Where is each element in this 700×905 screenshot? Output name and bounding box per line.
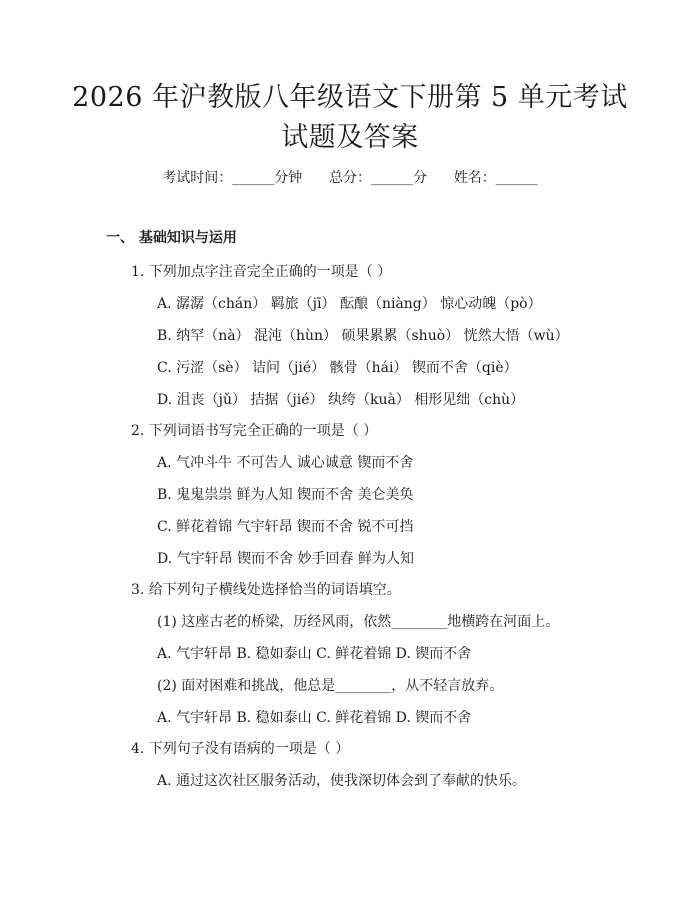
q1-option-d: D. 沮丧（jǔ） 拮据（jié） 纨绔（kuà） 相形见绌（chù） — [157, 392, 525, 408]
question-1: 1. 下列加点字注音完全正确的一项是（ ） — [131, 264, 392, 280]
q3-sub-1: (1) 这座古老的桥梁，历经风雨，依然________地横跨在河面上。 — [157, 614, 560, 630]
q4-option-a: A. 通过这次社区服务活动，使我深切体会到了奉献的快乐。 — [157, 773, 527, 789]
page-title-line1: 2026 年沪教版八年级语文下册第 5 单元考试 — [72, 82, 628, 113]
q1-option-a: A. 潺潺（chán） 羁旅（jī） 酝酿（niàng） 惊心动魄（pò） — [157, 296, 542, 312]
q3-sub-2-options: A. 气宇轩昂 B. 稳如泰山 C. 鲜花着锦 D. 锲而不舍 — [157, 710, 472, 726]
section-heading: 一、 基础知识与运用 — [106, 230, 237, 246]
q3-sub-2: (2) 面对困难和挑战，他总是________，从不轻言放弃。 — [157, 678, 504, 694]
q1-option-c: C. 污涩（sè） 诘问（jié） 骸骨（hái） 锲而不舍（qiè） — [157, 360, 518, 376]
q2-option-b: B. 鬼鬼祟祟 鲜为人知 锲而不舍 美仑美奂 — [157, 487, 414, 503]
q2-option-a: A. 气冲斗牛 不可告人 诚心诚意 锲而不舍 — [157, 455, 414, 471]
page-title-line2: 试题及答案 — [281, 122, 419, 153]
exam-info: 考试时间：______分钟 总分：______分 姓名：______ — [162, 170, 538, 186]
q2-option-d: D. 气宇轩昂 锲而不舍 妙手回春 鲜为人知 — [157, 551, 414, 567]
q1-option-b: B. 纳罕（nà） 混沌（hùn） 硕果累累（shuò） 恍然大悟（wù） — [157, 328, 569, 344]
question-3: 3. 给下列句子横线处选择恰当的词语填空。 — [131, 582, 401, 598]
question-2: 2. 下列词语书写完全正确的一项是（ ） — [131, 423, 378, 439]
q2-option-c: C. 鲜花着锦 气宇轩昂 锲而不舍 锐不可挡 — [157, 519, 414, 535]
q3-sub-1-options: A. 气宇轩昂 B. 稳如泰山 C. 鲜花着锦 D. 锲而不舍 — [157, 646, 472, 662]
question-4: 4. 下列句子没有语病的一项是（ ） — [131, 741, 350, 757]
